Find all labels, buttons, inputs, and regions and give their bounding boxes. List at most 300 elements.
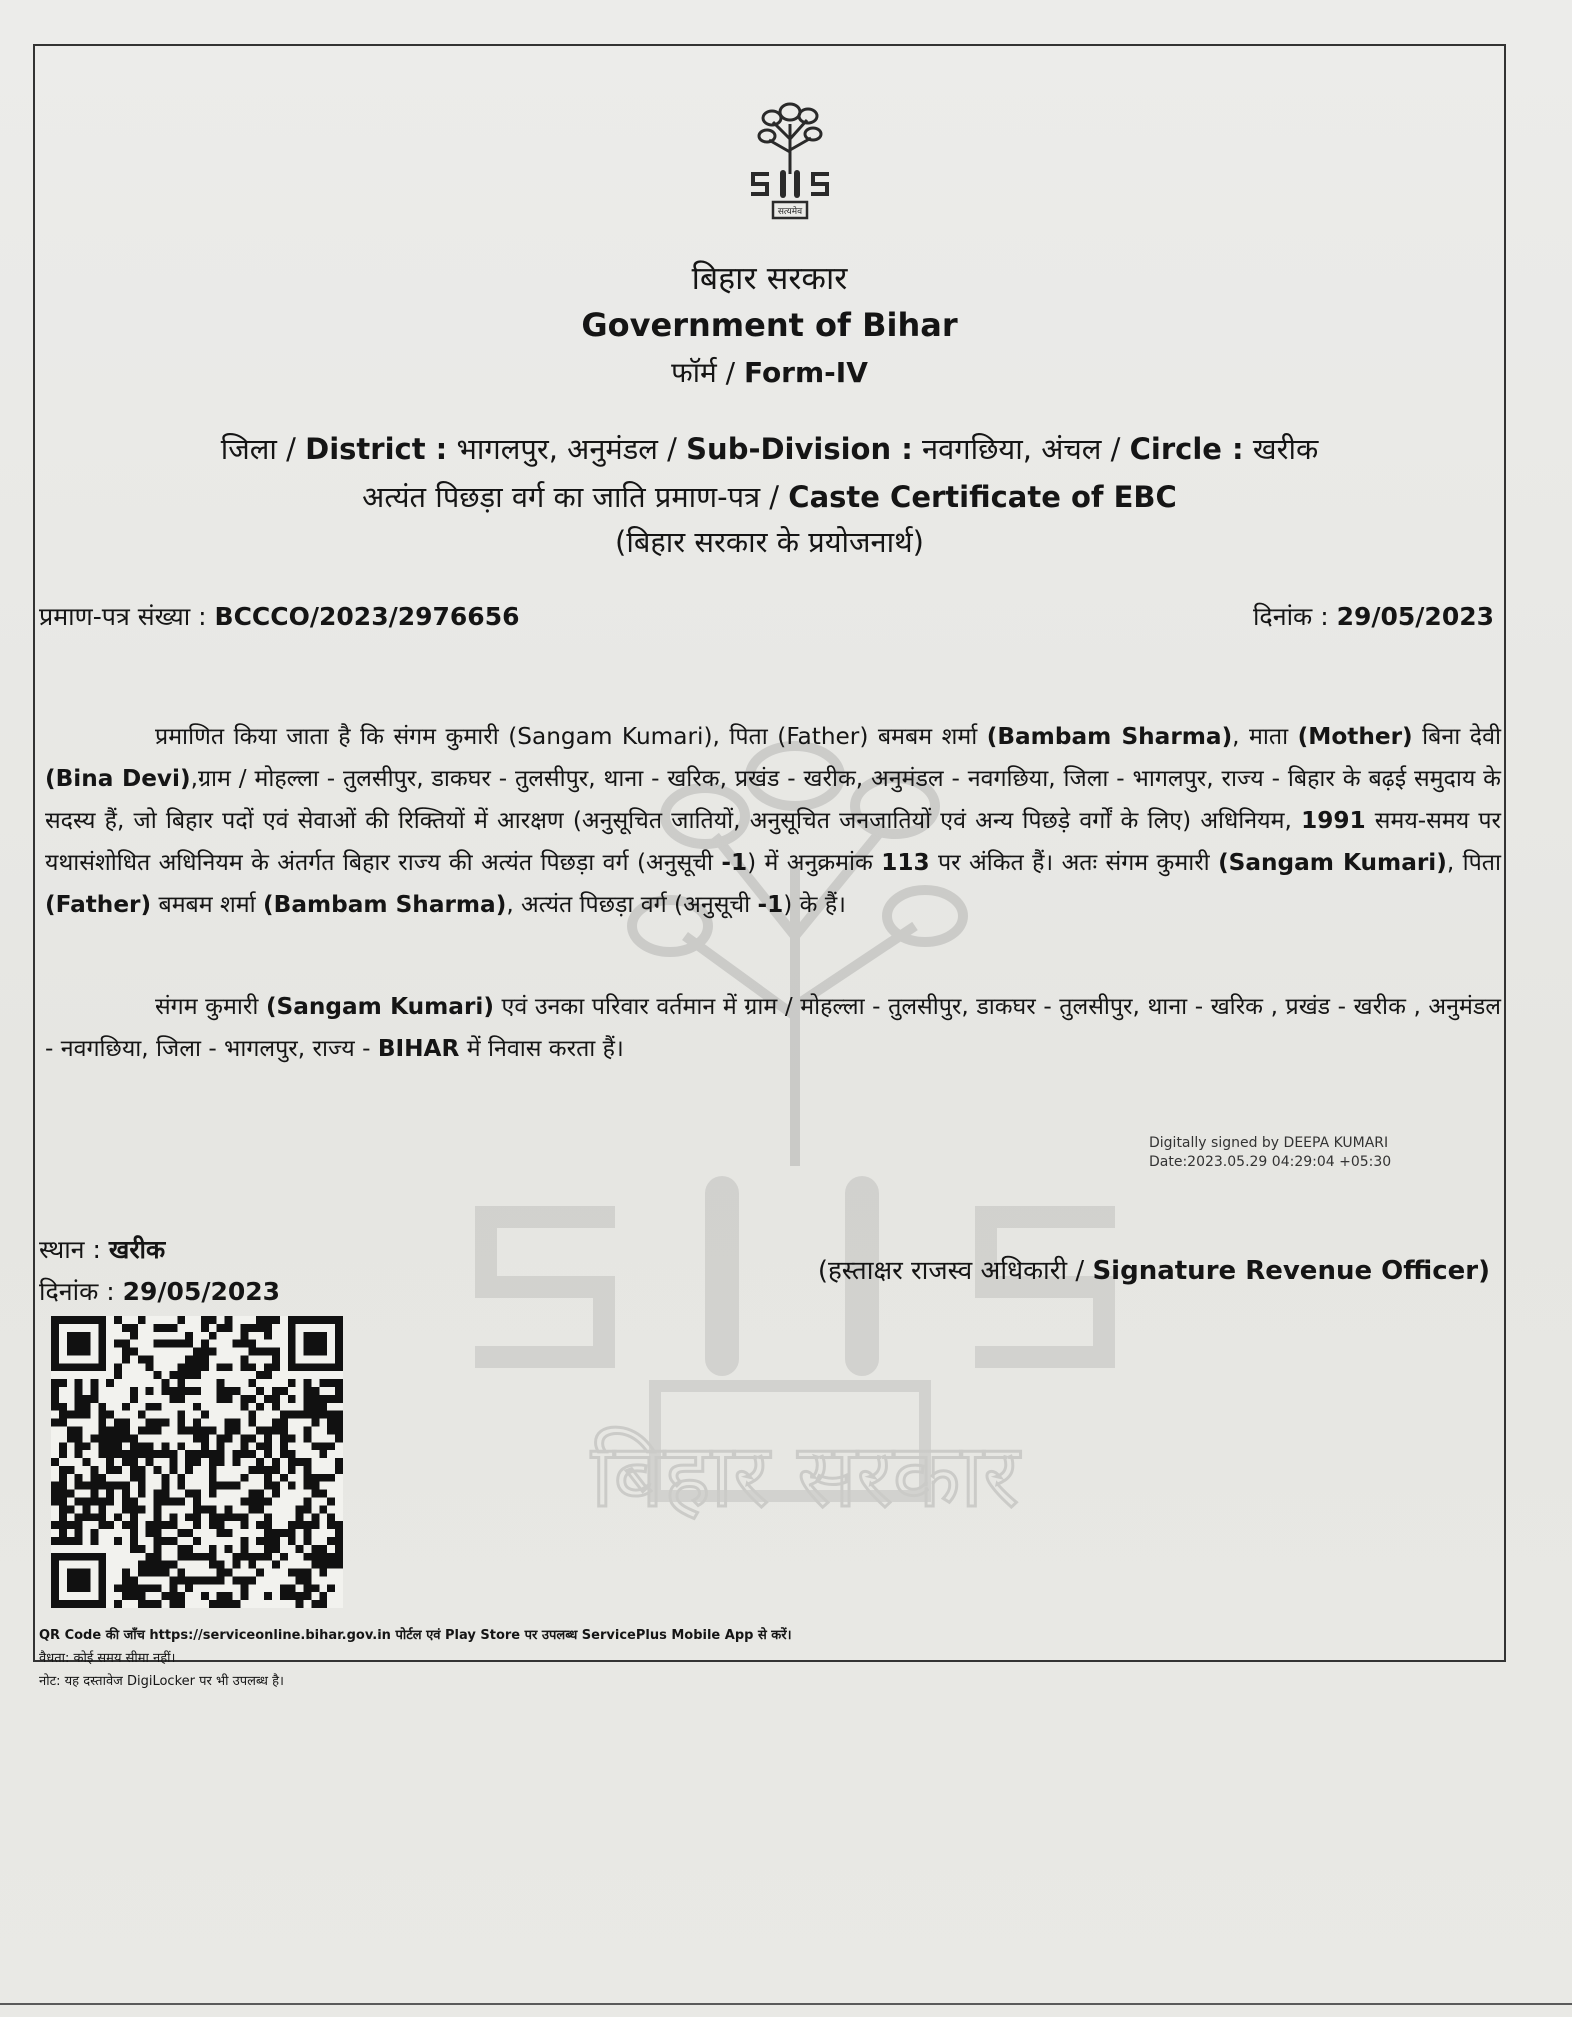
- qr-module: [272, 1316, 280, 1324]
- qr-module: [209, 1450, 217, 1458]
- qr-module: [138, 1450, 146, 1458]
- qr-module: [335, 1553, 343, 1561]
- emblem-badge-text: सत्यमेव: [777, 207, 803, 217]
- qr-module: [311, 1395, 319, 1403]
- qr-module: [90, 1466, 98, 1474]
- qr-module: [161, 1442, 169, 1450]
- qr-module: [264, 1434, 272, 1442]
- qr-module: [217, 1395, 225, 1403]
- qr-module: [177, 1419, 185, 1427]
- qr-module: [122, 1450, 130, 1458]
- qr-module: [233, 1561, 241, 1569]
- qr-module: [264, 1498, 272, 1506]
- qr-module: [264, 1442, 272, 1450]
- qr-module: [154, 1513, 162, 1521]
- paragraph-segment: बमबम शर्मा: [151, 891, 264, 918]
- qr-module: [146, 1450, 154, 1458]
- qr-module: [114, 1340, 122, 1348]
- qr-module: [146, 1561, 154, 1569]
- qr-module: [146, 1600, 154, 1608]
- qr-module: [114, 1584, 122, 1592]
- qr-module: [185, 1387, 193, 1395]
- qr-module: [248, 1490, 256, 1498]
- qr-module: [201, 1340, 209, 1348]
- qr-module: [114, 1466, 122, 1474]
- qr-module: [327, 1561, 335, 1569]
- qr-module: [177, 1545, 185, 1553]
- qr-module: [311, 1387, 319, 1395]
- qr-module: [327, 1498, 335, 1506]
- qr-module: [106, 1426, 114, 1434]
- qr-module: [264, 1553, 272, 1561]
- qr-module: [51, 1387, 59, 1395]
- qr-module: [177, 1553, 185, 1561]
- qr-module: [130, 1434, 138, 1442]
- qr-module: [240, 1363, 248, 1371]
- qr-module: [98, 1411, 106, 1419]
- qr-module: [75, 1537, 83, 1545]
- qr-module: [256, 1403, 264, 1411]
- qr-module: [311, 1584, 319, 1592]
- qr-module: [304, 1569, 312, 1577]
- qr-module: [319, 1403, 327, 1411]
- paragraph-segment: प्रमाणित किया जाता है कि संगम कुमारी (Sangam Kumari), पिता (Father) बमबम शर्मा: [155, 723, 987, 750]
- qr-module: [304, 1521, 312, 1529]
- qr-module: [209, 1466, 217, 1474]
- paragraph-segment: BIHAR: [377, 1035, 460, 1062]
- qr-module: [161, 1324, 169, 1332]
- qr-module: [98, 1482, 106, 1490]
- qr-module: [233, 1482, 241, 1490]
- qr-module: [264, 1426, 272, 1434]
- paragraph-segment: ) में अनुक्रमांक: [747, 849, 882, 876]
- qr-module: [122, 1592, 130, 1600]
- qr-module: [106, 1450, 114, 1458]
- qr-module: [272, 1458, 280, 1466]
- qr-module: [90, 1395, 98, 1403]
- qr-module: [154, 1584, 162, 1592]
- qr-module: [335, 1387, 343, 1395]
- qr-module: [130, 1584, 138, 1592]
- qr-module: [319, 1505, 327, 1513]
- qr-module: [130, 1324, 138, 1332]
- qr-module: [67, 1569, 91, 1593]
- qr-module: [90, 1498, 98, 1506]
- qr-module: [296, 1600, 304, 1608]
- qr-module: [75, 1442, 83, 1450]
- qr-module: [193, 1505, 201, 1513]
- qr-module: [304, 1411, 312, 1419]
- qr-module: [201, 1505, 209, 1513]
- page-bottom-edge: [0, 2003, 1572, 2005]
- district-label-english: District :: [305, 432, 448, 466]
- qr-module: [296, 1545, 304, 1553]
- qr-module: [177, 1474, 185, 1482]
- qr-module: [304, 1474, 312, 1482]
- qr-module: [169, 1592, 177, 1600]
- qr-module: [122, 1340, 130, 1348]
- qr-module: [327, 1411, 335, 1419]
- certificate-number: [39, 599, 520, 633]
- form-label-english: Form-IV: [743, 356, 868, 389]
- qr-module: [311, 1513, 319, 1521]
- validity-note: वैधता: कोई समय सीमा नहीं।: [39, 1651, 176, 1666]
- qr-module: [319, 1490, 327, 1498]
- qr-module: [327, 1513, 335, 1521]
- qr-module: [59, 1419, 67, 1427]
- qr-module: [225, 1505, 233, 1513]
- form-number: [35, 353, 1504, 391]
- qr-module: [225, 1569, 233, 1577]
- paragraph-segment: समय-समय पर यथासंशोधित अधिनियम के अंतर्गत बिहार राज्य की अत्यंत पिछड़ा वर्ग (अनुसूची: [45, 807, 1501, 876]
- qr-module: [122, 1482, 130, 1490]
- qr-module: [75, 1450, 83, 1458]
- paragraph-segment: , पिता: [1446, 849, 1501, 876]
- subdivision-label-english: Sub-Division :: [686, 432, 913, 466]
- qr-module: [201, 1450, 209, 1458]
- qr-module: [98, 1505, 106, 1513]
- qr-module: [304, 1529, 312, 1537]
- paragraph-segment: 113: [881, 849, 930, 876]
- qr-module: [106, 1482, 114, 1490]
- qr-module: [169, 1450, 177, 1458]
- qr-module: [288, 1592, 296, 1600]
- place-value: खरीक: [108, 1235, 166, 1264]
- qr-module: [304, 1537, 312, 1545]
- qr-module: [106, 1490, 114, 1498]
- qr-module: [59, 1482, 67, 1490]
- qr-module: [256, 1490, 264, 1498]
- qr-module: [177, 1569, 185, 1577]
- qr-module: [225, 1395, 233, 1403]
- qr-module: [304, 1584, 312, 1592]
- qr-module: [193, 1355, 201, 1363]
- qr-module: [161, 1537, 169, 1545]
- qr-module: [59, 1529, 67, 1537]
- qr-module: [169, 1387, 177, 1395]
- qr-module: [130, 1529, 138, 1537]
- qr-module: [122, 1324, 130, 1332]
- form-label-hindi: फॉर्म /: [671, 356, 736, 389]
- qr-module: [185, 1545, 193, 1553]
- qr-module: [280, 1584, 288, 1592]
- qr-module: [130, 1395, 138, 1403]
- qr-module: [59, 1466, 67, 1474]
- qr-module: [248, 1363, 256, 1371]
- qr-module: [169, 1395, 177, 1403]
- qr-module: [217, 1379, 225, 1387]
- qr-module: [146, 1355, 154, 1363]
- qr-module: [304, 1403, 312, 1411]
- qr-module: [225, 1600, 233, 1608]
- signatory-title-hindi: (हस्ताक्षर राजस्व अधिकारी /: [817, 1256, 1085, 1286]
- qr-module: [217, 1529, 225, 1537]
- qr-module: [248, 1576, 256, 1584]
- qr-module: [264, 1521, 272, 1529]
- qr-module: [280, 1419, 288, 1427]
- qr-module: [319, 1569, 327, 1577]
- qr-module: [75, 1482, 83, 1490]
- qr-module: [122, 1569, 130, 1577]
- qr-module: [90, 1537, 98, 1545]
- qr-module: [272, 1395, 280, 1403]
- qr-module: [335, 1426, 343, 1434]
- qr-module: [272, 1466, 280, 1474]
- qr-module: [114, 1363, 122, 1371]
- qr-module: [138, 1569, 146, 1577]
- qr-module: [240, 1576, 248, 1584]
- govt-title-hindi: बिहार सरकार: [691, 259, 848, 297]
- qr-module: [225, 1419, 233, 1427]
- qr-module: [169, 1576, 177, 1584]
- qr-module: [161, 1474, 169, 1482]
- qr-module: [146, 1403, 154, 1411]
- digital-signature-date: Date:2023.05.29 04:29:04 +05:30: [1149, 1154, 1392, 1170]
- qr-module: [51, 1490, 59, 1498]
- qr-module: [327, 1584, 335, 1592]
- qr-module: [240, 1450, 248, 1458]
- qr-module: [193, 1537, 201, 1545]
- qr-module: [327, 1419, 335, 1427]
- qr-module: [146, 1521, 154, 1529]
- qr-module: [201, 1426, 209, 1434]
- qr-module: [335, 1379, 343, 1387]
- qr-module: [98, 1513, 106, 1521]
- qr-module: [201, 1363, 209, 1371]
- qr-module: [209, 1490, 217, 1498]
- paragraph-segment: संगम कुमारी: [155, 993, 266, 1020]
- qr-module: [169, 1324, 177, 1332]
- qr-module: [280, 1529, 288, 1537]
- qr-module: [138, 1490, 146, 1498]
- district-label-hindi: जिला /: [220, 432, 296, 466]
- signatory-title-english: Signature Revenue Officer): [1092, 1256, 1490, 1286]
- qr-module: [130, 1576, 138, 1584]
- qr-module: [256, 1442, 264, 1450]
- qr-module: [177, 1371, 185, 1379]
- qr-module: [130, 1387, 138, 1395]
- qr-module: [201, 1316, 209, 1324]
- qr-module: [311, 1521, 319, 1529]
- qr-module: [288, 1434, 296, 1442]
- issue-date-label: दिनांक :: [1252, 602, 1329, 631]
- qr-module: [59, 1450, 67, 1458]
- qr-module: [280, 1426, 288, 1434]
- qr-module: [304, 1592, 312, 1600]
- qr-module: [240, 1355, 248, 1363]
- qr-module: [185, 1371, 193, 1379]
- qr-module: [217, 1482, 225, 1490]
- qr-module: [83, 1505, 91, 1513]
- govt-title-english: Government of Bihar: [581, 306, 958, 344]
- qr-module: [90, 1474, 98, 1482]
- qr-module: [225, 1513, 233, 1521]
- paragraph-segment: में निवास करता हैं।: [459, 1035, 624, 1062]
- qr-module: [67, 1537, 75, 1545]
- qr-module: [177, 1529, 185, 1537]
- qr-module: [335, 1521, 343, 1529]
- qr-module: [327, 1379, 335, 1387]
- qr-module: [122, 1403, 130, 1411]
- qr-module: [138, 1505, 146, 1513]
- qr-module: [288, 1537, 296, 1545]
- qr-module: [288, 1584, 296, 1592]
- qr-module: [75, 1426, 83, 1434]
- qr-module: [327, 1537, 335, 1545]
- qr-module: [59, 1474, 67, 1482]
- qr-module: [114, 1513, 122, 1521]
- qr-module: [51, 1498, 59, 1506]
- qr-module: [193, 1521, 201, 1529]
- qr-module: [209, 1545, 217, 1553]
- qr-module: [169, 1521, 177, 1529]
- qr-module: [319, 1379, 327, 1387]
- paragraph-segment: (Father): [45, 891, 152, 918]
- qr-module: [256, 1324, 264, 1332]
- qr-module: [154, 1545, 162, 1553]
- qr-module: [67, 1490, 75, 1498]
- qr-module: [177, 1340, 185, 1348]
- certificate-purpose: (बिहार सरकार के प्रयोजनार्थ): [615, 525, 924, 559]
- qr-module: [146, 1442, 154, 1450]
- residence-paragraph: [45, 986, 1501, 1070]
- certificate-number-label: प्रमाण-पत्र संख्या :: [39, 602, 207, 631]
- qr-module: [114, 1434, 122, 1442]
- qr-module: [130, 1474, 138, 1482]
- qr-module: [256, 1505, 264, 1513]
- qr-module: [154, 1324, 162, 1332]
- qr-module: [311, 1411, 319, 1419]
- qr-module: [280, 1450, 288, 1458]
- qr-module: [138, 1600, 146, 1608]
- qr-module: [154, 1561, 162, 1569]
- qr-module: [319, 1442, 327, 1450]
- qr-module: [114, 1600, 122, 1608]
- qr-module: [90, 1482, 98, 1490]
- qr-verification-note: QR Code की जाँच https://serviceonline.bihar.gov.in पोर्टल एवं Play Store पर उपलब्ध ServicePlus Mobile App से करें।: [39, 1628, 792, 1643]
- qr-module: [51, 1403, 59, 1411]
- qr-module: [130, 1466, 138, 1474]
- qr-module: [248, 1411, 256, 1419]
- qr-module: [177, 1411, 185, 1419]
- qr-module: [311, 1442, 319, 1450]
- qr-module: [185, 1490, 193, 1498]
- qr-module: [193, 1348, 201, 1356]
- qr-module: [51, 1395, 59, 1403]
- qr-module: [240, 1553, 248, 1561]
- qr-module: [83, 1403, 91, 1411]
- qr-module: [280, 1474, 288, 1482]
- qr-module: [114, 1442, 122, 1450]
- paragraph-segment: (Bambam Sharma): [263, 891, 507, 918]
- qr-module: [304, 1553, 312, 1561]
- qr-module: [59, 1379, 67, 1387]
- qr-module: [225, 1426, 233, 1434]
- qr-module: [67, 1521, 75, 1529]
- qr-module: [138, 1545, 146, 1553]
- qr-module: [280, 1434, 288, 1442]
- qr-module: [161, 1569, 169, 1577]
- qr-module: [169, 1466, 177, 1474]
- qr-module: [209, 1426, 217, 1434]
- qr-module: [154, 1569, 162, 1577]
- qr-module: [83, 1411, 91, 1419]
- qr-module: [185, 1450, 193, 1458]
- qr-module: [217, 1600, 225, 1608]
- qr-module: [185, 1332, 193, 1340]
- paragraph-segment: पर अंकित हैं। अतः संगम कुमारी: [929, 849, 1219, 876]
- qr-module: [98, 1434, 106, 1442]
- qr-module: [177, 1592, 185, 1600]
- qr-module: [225, 1434, 233, 1442]
- qr-module: [233, 1419, 241, 1427]
- qr-module: [319, 1561, 327, 1569]
- qr-module: [233, 1600, 241, 1608]
- qr-module: [154, 1450, 162, 1458]
- qr-module: [193, 1458, 201, 1466]
- digital-signature-stamp: [1149, 1134, 1391, 1172]
- qr-module: [161, 1592, 169, 1600]
- qr-module: [106, 1411, 114, 1419]
- paragraph-segment: एवं उनका परिवार वर्तमान में ग्राम / मोहल्ला - तुलसीपुर, डाकघर - तुलसीपुर, थाना - खरिक , प्रखंड - खरीक , अनुमंडल - नवगछिया, जिला - भागलपुर, राज्य -: [45, 993, 1501, 1062]
- qr-module: [304, 1379, 312, 1387]
- qr-module: [169, 1458, 177, 1466]
- qr-module: [256, 1316, 264, 1324]
- digilocker-note: नोट: यह दस्तावेज DigiLocker पर भी उपलब्ध है।: [39, 1674, 284, 1689]
- qr-module: [177, 1576, 185, 1584]
- qr-module: [114, 1316, 122, 1324]
- qr-module: [161, 1419, 169, 1427]
- qr-module: [217, 1592, 225, 1600]
- qr-module: [256, 1537, 264, 1545]
- qr-module: [90, 1513, 98, 1521]
- qr-module: [185, 1466, 193, 1474]
- qr-module: [288, 1395, 296, 1403]
- qr-module: [154, 1553, 162, 1561]
- qr-module: [122, 1458, 130, 1466]
- qr-module: [248, 1379, 256, 1387]
- qr-module: [304, 1482, 312, 1490]
- qr-module: [201, 1576, 209, 1584]
- qr-module: [264, 1545, 272, 1553]
- qr-module: [59, 1498, 67, 1506]
- qr-module: [319, 1592, 327, 1600]
- qr-module: [217, 1450, 225, 1458]
- qr-module: [154, 1490, 162, 1498]
- qr-module: [122, 1490, 130, 1498]
- qr-module: [154, 1340, 162, 1348]
- qr-module: [248, 1505, 256, 1513]
- qr-module: [296, 1505, 304, 1513]
- qr-module: [272, 1348, 280, 1356]
- qr-module: [319, 1474, 327, 1482]
- qr-module: [319, 1600, 327, 1608]
- qr-module: [98, 1450, 106, 1458]
- qr-module: [264, 1332, 272, 1340]
- qr-module: [296, 1576, 304, 1584]
- qr-module: [161, 1450, 169, 1458]
- qr-module: [248, 1561, 256, 1569]
- qr-module: [280, 1411, 288, 1419]
- qr-module: [130, 1332, 138, 1340]
- qr-module: [217, 1569, 225, 1577]
- paragraph-segment: ) के हैं।: [783, 891, 846, 918]
- qr-module: [296, 1411, 304, 1419]
- qr-module: [288, 1450, 296, 1458]
- qr-module: [122, 1521, 130, 1529]
- digital-signature-signer: Digitally signed by DEEPA KUMARI: [1149, 1135, 1389, 1151]
- qr-module: [272, 1490, 280, 1498]
